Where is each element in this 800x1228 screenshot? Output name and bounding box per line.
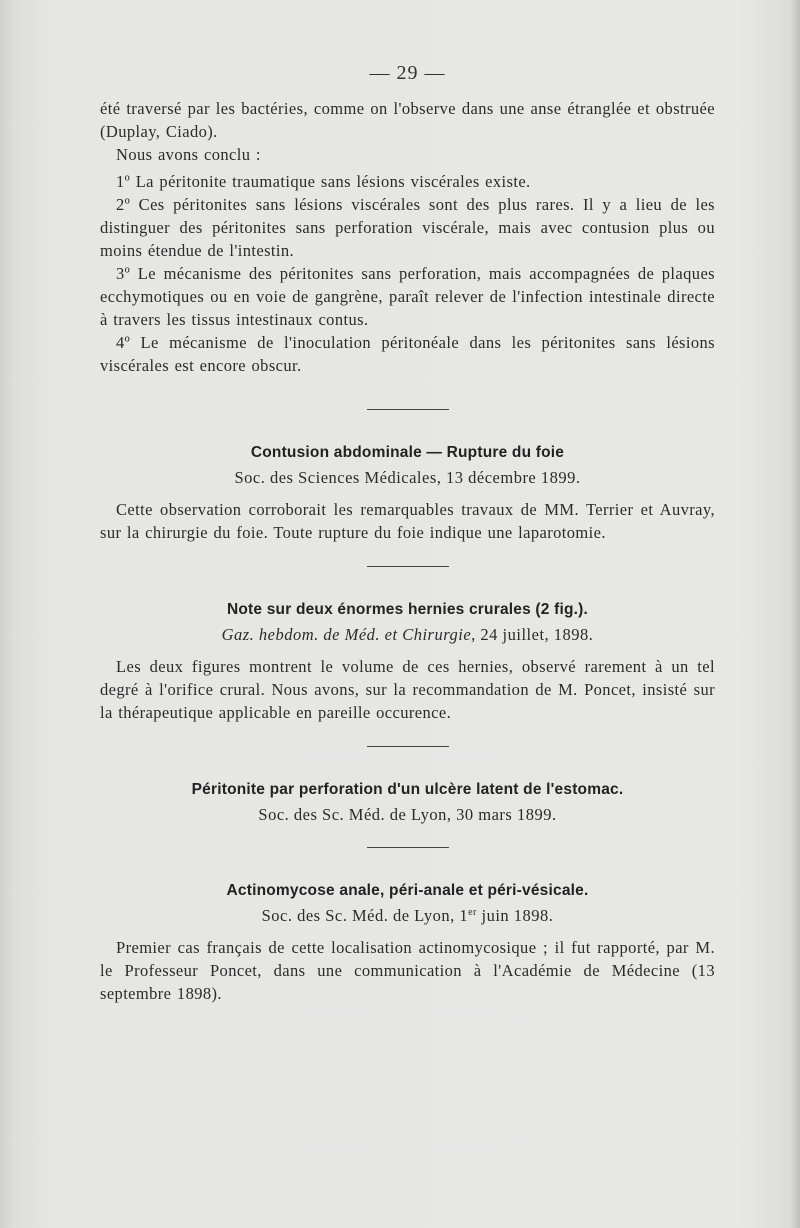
section-body-actinomycose: Premier cas français de cette localisation actinomycosique ; il fut rapporté, par M. le Professeur Poncet, dans une communication à l'Académie de Médecine (13 septembre 1898).	[100, 938, 715, 1003]
section-divider	[367, 566, 449, 567]
journal-date: 24 juillet, 1898.	[480, 625, 594, 644]
page-number: — 29 —	[369, 62, 446, 84]
section-title-hernies-crurales: Note sur deux énormes hernies crurales (2 fig.).	[226, 601, 589, 618]
conclusion-point-1: 1º La péritonite traumatique sans lésions viscérales existe.	[116, 172, 531, 191]
journal-title: Gaz. hebdom. de Méd. et Chirurgie,	[221, 625, 476, 644]
source-ordinal: er	[468, 907, 477, 918]
section-title-actinomycose: Actinomycose anale, péri-anale et péri-vésicale.	[226, 882, 589, 899]
source-text: Soc. des Sc. Méd. de Lyon, 1	[261, 906, 469, 925]
section-title-rupture-foie: Contusion abdominale — Rupture du foie	[250, 444, 565, 461]
conclusion-point-3: 3º Le mécanisme des péritonites sans perforation, mais accompagnées de plaques ecchymotiques ou en voie de gangrène, paraît relever de l'infection intestinale directe à travers les tissus intestinaux contus.	[100, 264, 715, 329]
page-content	[100, 62, 715, 1005]
source-date: juin 1898.	[476, 906, 554, 925]
section-body-rupture-foie: Cette observation corroborait les remarquables travaux de MM. Terrier et Auvray, sur la chirurgie du foie. Toute rupture du foie indique une laparotomie.	[100, 500, 715, 542]
section-body-hernies-crurales: Les deux figures montrent le volume de ces hernies, observé rarement à un tel degré à l'orifice crural. Nous avons, sur la recommandation de M. Poncet, insisté sur la thérapeutique applicable en pareille occurence.	[100, 657, 715, 722]
section-divider	[367, 746, 449, 747]
section-title-ulcere-estomac: Péritonite par perforation d'un ulcère latent de l'estomac.	[191, 781, 624, 798]
conclusion-point-4: 4º Le mécanisme de l'inoculation péritonéale dans les péritonites sans lésions viscérales est encore obscur.	[100, 333, 715, 375]
section-source-actinomycose	[100, 906, 715, 926]
intro-paragraph: été traversé par les bactéries, comme on l'observe dans une anse étranglée et obstruée (Duplay, Ciado).	[100, 99, 715, 141]
section-source-ulcere-estomac: Soc. des Sc. Méd. de Lyon, 30 mars 1899.	[258, 805, 557, 824]
conclusion-lead: Nous avons conclu :	[116, 145, 261, 164]
section-divider	[367, 409, 449, 410]
section-divider	[367, 847, 449, 848]
conclusion-point-2: 2º Ces péritonites sans lésions viscérales sont des plus rares. Il y a lieu de les distinguer des péritonites sans perforation viscérale, mais avec contusion plus ou moins étendue de l'intestin.	[100, 195, 715, 260]
section-source-rupture-foie: Soc. des Sciences Médicales, 13 décembre 1899.	[234, 468, 581, 487]
section-source-hernies-crurales	[100, 625, 715, 645]
